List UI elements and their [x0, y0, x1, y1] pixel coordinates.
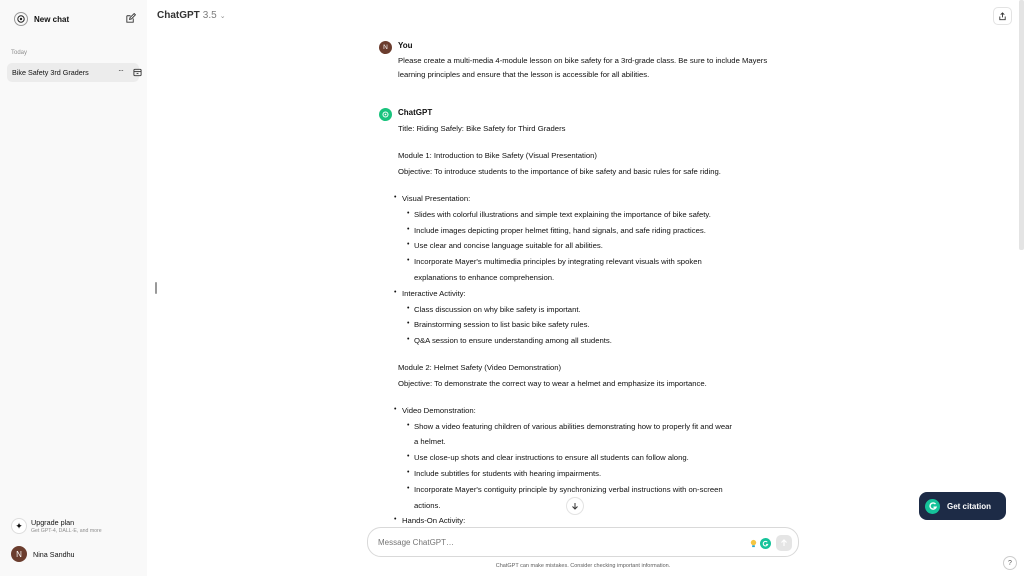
bullet: • — [407, 320, 410, 327]
bullet: • — [407, 485, 410, 492]
sparkle-icon: ✦ — [11, 518, 27, 534]
extension-bulb-icon[interactable] — [749, 539, 758, 548]
arrow-up-icon — [780, 539, 788, 547]
chevron-down-icon: ⌄ — [219, 13, 226, 20]
arrow-down-icon — [571, 502, 579, 510]
lesson-title: Title: Riding Safely: Bike Safety for Third Graders — [398, 124, 566, 133]
module1-heading: Module 1: Introduction to Bike Safety (Visual Presentation) — [398, 151, 597, 160]
bullet: • — [394, 406, 397, 413]
list-item: Hands-On Activity: — [402, 516, 466, 525]
list-item: Incorporate Mayer's contiguity principle by synchronizing verbal instructions with on-screen — [414, 485, 723, 494]
bullet: • — [407, 226, 410, 233]
get-citation-button[interactable] — [919, 492, 1006, 520]
list-item: Video Demonstration: — [402, 406, 476, 415]
get-citation-label: Get citation — [947, 501, 992, 511]
upgrade-plan-button[interactable] — [11, 516, 141, 538]
more-options-icon[interactable]: ··· — [118, 66, 123, 75]
list-item: Visual Presentation: — [402, 194, 471, 203]
upgrade-subtitle: Get GPT-4, DALL·E, and more — [31, 528, 102, 534]
list-item: Use clear and concise language suitable for all abilities. — [414, 241, 603, 250]
chatgpt-avatar-icon — [379, 108, 392, 121]
grammarly-icon[interactable] — [760, 538, 771, 549]
bullet: • — [394, 289, 397, 296]
section-today-label: Today — [11, 50, 28, 56]
model-version: 3.5 — [202, 10, 217, 21]
model-selector[interactable] — [157, 10, 226, 21]
bullet: • — [407, 241, 410, 248]
list-item: Use close-up shots and clear instructions to ensure all students can follow along. — [414, 453, 689, 462]
list-item: Slides with colorful illustrations and simple text explaining the importance of bike safety. — [414, 210, 711, 219]
send-button[interactable] — [776, 535, 792, 551]
bullet: • — [407, 422, 410, 429]
message-input[interactable] — [378, 538, 738, 547]
scroll-to-bottom-button[interactable] — [566, 497, 584, 515]
chat-item-label: Bike Safety 3rd Graders — [12, 68, 89, 77]
module2-objective: Objective: To demonstrate the correct way to wear a helmet and emphasize its importance. — [398, 379, 707, 388]
bullet: • — [407, 336, 410, 343]
archive-icon[interactable] — [133, 68, 142, 77]
user-avatar: N — [379, 41, 392, 54]
list-item: Interactive Activity: — [402, 289, 466, 298]
bullet: • — [407, 453, 410, 460]
message-author: ChatGPT — [398, 108, 433, 117]
list-item: Class discussion on why bike safety is important. — [414, 305, 581, 314]
edit-icon[interactable] — [125, 13, 136, 24]
help-button[interactable]: ? — [1003, 556, 1017, 570]
upgrade-title: Upgrade plan — [31, 518, 75, 527]
bullet: • — [394, 516, 397, 523]
scrollbar[interactable] — [1019, 0, 1024, 250]
module2-heading: Module 2: Helmet Safety (Video Demonstration) — [398, 363, 562, 372]
bullet: • — [407, 257, 410, 264]
message-author: You — [398, 41, 413, 50]
bullet: • — [394, 194, 397, 201]
openai-logo-icon — [14, 12, 28, 26]
module1-objective: Objective: To introduce students to the importance of bike safety and basic rules for safe riding. — [398, 167, 721, 176]
user-profile-button[interactable] — [11, 546, 75, 562]
share-icon — [998, 12, 1007, 21]
list-item: Brainstorming session to list basic bike safety rules. — [414, 320, 590, 329]
list-item-continued: explanations to enhance comprehension. — [414, 273, 555, 282]
list-item: Incorporate Mayer's multimedia principles by integrating relevant visuals with spoken — [414, 257, 702, 266]
list-item-continued: a helmet. — [414, 437, 446, 446]
new-chat-label: New chat — [34, 14, 70, 24]
share-button[interactable] — [993, 7, 1012, 25]
sidebar-chat-item[interactable] — [7, 63, 139, 82]
grammarly-logo-icon — [925, 499, 940, 514]
user-name: Nina Sandhu — [33, 549, 75, 559]
sidebar-collapse-handle[interactable] — [155, 282, 157, 294]
bullet: • — [407, 469, 410, 476]
user-message-text: Please create a multi-media 4-module lesson on bike safety for a 3rd-grade class. Be sure to include Mayers learning principles and ensure that the lesson is accessible for all abilities. — [398, 56, 768, 79]
list-item: Include subtitles for students with hearing impairments. — [414, 469, 602, 478]
sidebar — [0, 0, 147, 576]
list-item: Show a video featuring children of various abilities demonstrating how to properly fit and wear — [414, 422, 732, 431]
model-name: ChatGPT — [157, 10, 200, 21]
new-chat-button[interactable] — [8, 9, 139, 29]
bullet: • — [407, 210, 410, 217]
disclaimer-text: ChatGPT can make mistakes. Consider checking important information. — [495, 563, 671, 569]
list-item-continued: actions. — [414, 501, 441, 510]
bullet: • — [407, 305, 410, 312]
list-item: Include images depicting proper helmet fitting, hand signals, and safe riding practices. — [414, 226, 706, 235]
avatar: N — [11, 546, 27, 562]
list-item: Q&A session to ensure understanding among all students. — [414, 336, 612, 345]
message-composer — [367, 527, 799, 557]
